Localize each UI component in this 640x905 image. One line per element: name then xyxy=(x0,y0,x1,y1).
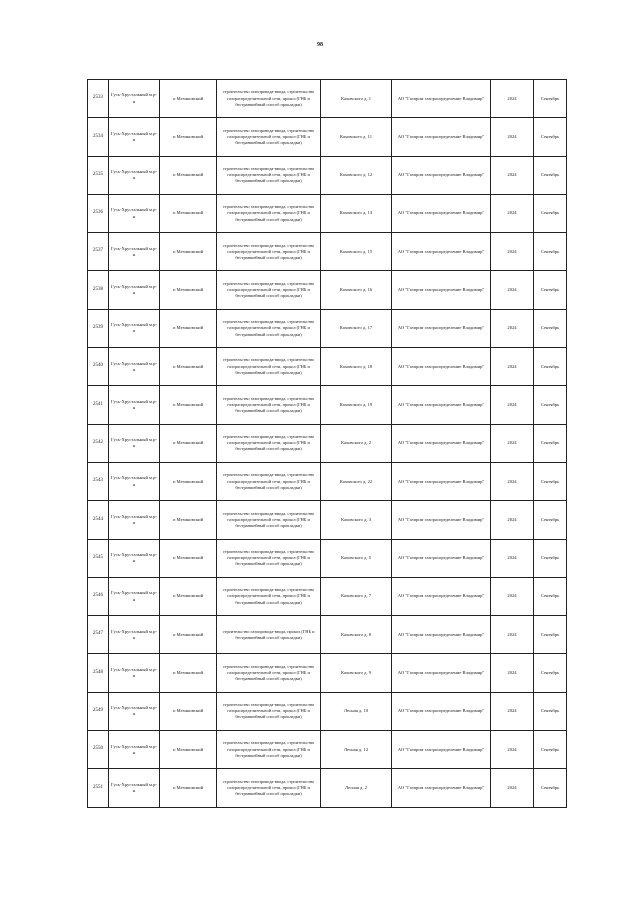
year-cell: 2024 xyxy=(491,233,534,271)
table-row xyxy=(88,769,567,807)
row-number: 2538 xyxy=(88,271,109,309)
row-number: 2539 xyxy=(88,309,109,347)
table-row xyxy=(88,501,567,539)
table-row xyxy=(88,539,567,577)
address-cell: Каховского д. 22 xyxy=(321,462,392,500)
address-cell: Каховского д. 15 xyxy=(321,233,392,271)
district-cell: Гусь-Хрустальный м.р-н xyxy=(109,654,160,692)
settlement-cell: п Мезиновский xyxy=(160,386,217,424)
table-row xyxy=(88,271,567,309)
year-cell: 2024 xyxy=(491,80,534,118)
organization-cell: АО "Газпром газораспределение Владимир" xyxy=(392,348,491,386)
month-cell: Сентябрь xyxy=(534,348,567,386)
year-cell: 2024 xyxy=(491,501,534,539)
row-number: 2540 xyxy=(88,348,109,386)
month-cell: Сентябрь xyxy=(534,271,567,309)
settlement-cell: п Мезиновский xyxy=(160,156,217,194)
address-cell: Каховского д. 9 xyxy=(321,654,392,692)
settlement-cell: п Мезиновский xyxy=(160,731,217,769)
month-cell: Сентябрь xyxy=(534,424,567,462)
settlement-cell: п Мезиновский xyxy=(160,424,217,462)
district-cell: Гусь-Хрустальный м.р-н xyxy=(109,309,160,347)
table-body xyxy=(88,80,567,808)
work-type-cell: строительство газопровода-ввода, строительство газораспределительной сети, прокол (ГНБ и бестраншейный способ прокладки) xyxy=(217,309,321,347)
gasification-table xyxy=(87,79,567,808)
table-row xyxy=(88,309,567,347)
year-cell: 2024 xyxy=(491,577,534,615)
settlement-cell: п Мезиновский xyxy=(160,271,217,309)
district-cell: Гусь-Хрустальный м.р-н xyxy=(109,271,160,309)
district-cell: Гусь-Хрустальный м.р-н xyxy=(109,348,160,386)
organization-cell: АО "Газпром газораспределение Владимир" xyxy=(392,462,491,500)
work-type-cell: строительство газопровода-ввода, строительство газораспределительной сети, прокол (ГНБ и бестраншейный способ прокладки) xyxy=(217,118,321,156)
organization-cell: АО "Газпром газораспределение Владимир" xyxy=(392,386,491,424)
district-cell: Гусь-Хрустальный м.р-н xyxy=(109,692,160,730)
address-cell: Каховского д. 5 xyxy=(321,539,392,577)
row-number: 2548 xyxy=(88,654,109,692)
address-cell: Каховского д. 16 xyxy=(321,271,392,309)
page-number: 98 xyxy=(317,42,323,48)
table-row xyxy=(88,80,567,118)
settlement-cell: п Мезиновский xyxy=(160,501,217,539)
district-cell: Гусь-Хрустальный м.р-н xyxy=(109,156,160,194)
work-type-cell: строительство газопровода-ввода, строительство газораспределительной сети, прокол (ГНБ и бестраншейный способ прокладки) xyxy=(217,386,321,424)
row-number: 2537 xyxy=(88,233,109,271)
district-cell: Гусь-Хрустальный м.р-н xyxy=(109,386,160,424)
settlement-cell: п Мезиновский xyxy=(160,348,217,386)
organization-cell: АО "Газпром газораспределение Владимир" xyxy=(392,309,491,347)
year-cell: 2024 xyxy=(491,271,534,309)
month-cell: Сентябрь xyxy=(534,501,567,539)
row-number: 2543 xyxy=(88,462,109,500)
year-cell: 2024 xyxy=(491,462,534,500)
month-cell: Сентябрь xyxy=(534,386,567,424)
table-row xyxy=(88,462,567,500)
work-type-cell: строительство газопровода-ввода, строительство газораспределительной сети, прокол (ГНБ и бестраншейный способ прокладки) xyxy=(217,194,321,232)
work-type-cell: строительство газопровода-ввода, строительство газораспределительной сети, прокол (ГНБ и бестраншейный способ прокладки) xyxy=(217,769,321,807)
district-cell: Гусь-Хрустальный м.р-н xyxy=(109,424,160,462)
settlement-cell: п Мезиновский xyxy=(160,80,217,118)
table-row xyxy=(88,654,567,692)
settlement-cell: п Мезиновский xyxy=(160,233,217,271)
row-number: 2536 xyxy=(88,194,109,232)
work-type-cell: строительство газопровода-ввода, строительство газораспределительной сети, прокол (ГНБ и бестраншейный способ прокладки) xyxy=(217,271,321,309)
work-type-cell: строительство газопровода-ввода, строительство газораспределительной сети, прокол (ГНБ и бестраншейный способ прокладки) xyxy=(217,80,321,118)
month-cell: Сентябрь xyxy=(534,692,567,730)
organization-cell: АО "Газпром газораспределение Владимир" xyxy=(392,769,491,807)
address-cell: Каховского д. 11 xyxy=(321,118,392,156)
month-cell: Сентябрь xyxy=(534,616,567,654)
row-number: 2549 xyxy=(88,692,109,730)
year-cell: 2024 xyxy=(491,156,534,194)
district-cell: Гусь-Хрустальный м.р-н xyxy=(109,194,160,232)
organization-cell: АО "Газпром газораспределение Владимир" xyxy=(392,80,491,118)
table-row xyxy=(88,233,567,271)
table-row xyxy=(88,118,567,156)
row-number: 2542 xyxy=(88,424,109,462)
address-cell: Каховского д. 2 xyxy=(321,424,392,462)
organization-cell: АО "Газпром газораспределение Владимир" xyxy=(392,577,491,615)
work-type-cell: строительство газопровода-ввода, строительство газораспределительной сети, прокол (ГНБ и бестраншейный способ прокладки) xyxy=(217,424,321,462)
row-number: 2546 xyxy=(88,577,109,615)
row-number: 2551 xyxy=(88,769,109,807)
work-type-cell: строительство газопровода-ввода, строительство газораспределительной сети, прокол (ГНБ и бестраншейный способ прокладки) xyxy=(217,731,321,769)
month-cell: Сентябрь xyxy=(534,118,567,156)
address-cell: Каховского д. 13 xyxy=(321,194,392,232)
organization-cell: АО "Газпром газораспределение Владимир" xyxy=(392,616,491,654)
organization-cell: АО "Газпром газораспределение Владимир" xyxy=(392,156,491,194)
work-type-cell: строительство газопровода-ввода, строительство газораспределительной сети, прокол (ГНБ и бестраншейный способ прокладки) xyxy=(217,156,321,194)
table-row xyxy=(88,156,567,194)
district-cell: Гусь-Хрустальный м.р-н xyxy=(109,233,160,271)
year-cell: 2024 xyxy=(491,309,534,347)
address-cell: Каховского д. 19 xyxy=(321,386,392,424)
organization-cell: АО "Газпром газораспределение Владимир" xyxy=(392,654,491,692)
table-row xyxy=(88,194,567,232)
table-row xyxy=(88,424,567,462)
row-number: 2544 xyxy=(88,501,109,539)
organization-cell: АО "Газпром газораспределение Владимир" xyxy=(392,424,491,462)
year-cell: 2024 xyxy=(491,692,534,730)
table-row xyxy=(88,577,567,615)
year-cell: 2024 xyxy=(491,616,534,654)
month-cell: Сентябрь xyxy=(534,194,567,232)
table-row xyxy=(88,348,567,386)
month-cell: Сентябрь xyxy=(534,462,567,500)
month-cell: Сентябрь xyxy=(534,654,567,692)
month-cell: Сентябрь xyxy=(534,539,567,577)
address-cell: Каховского д. 1 xyxy=(321,80,392,118)
settlement-cell: п Мезиновский xyxy=(160,539,217,577)
year-cell: 2024 xyxy=(491,539,534,577)
month-cell: Сентябрь xyxy=(534,80,567,118)
year-cell: 2024 xyxy=(491,731,534,769)
month-cell: Сентябрь xyxy=(534,731,567,769)
address-cell: Каховского д. 18 xyxy=(321,348,392,386)
organization-cell: АО "Газпром газораспределение Владимир" xyxy=(392,731,491,769)
row-number: 2533 xyxy=(88,80,109,118)
settlement-cell: п Мезиновский xyxy=(160,194,217,232)
row-number: 2535 xyxy=(88,156,109,194)
work-type-cell: строительство газопровода-ввода, строительство газораспределительной сети, прокол (ГНБ и бестраншейный способ прокладки) xyxy=(217,462,321,500)
work-type-cell: строительство газопровода-ввода, строительство газораспределительной сети, прокол (ГНБ и бестраншейный способ прокладки) xyxy=(217,233,321,271)
settlement-cell: п Мезиновский xyxy=(160,577,217,615)
district-cell: Гусь-Хрустальный м.р-н xyxy=(109,616,160,654)
address-cell: Каховского д. 17 xyxy=(321,309,392,347)
year-cell: 2024 xyxy=(491,654,534,692)
table-row xyxy=(88,386,567,424)
address-cell: Каховского д. 12 xyxy=(321,156,392,194)
row-number: 2547 xyxy=(88,616,109,654)
row-number: 2541 xyxy=(88,386,109,424)
year-cell: 2024 xyxy=(491,348,534,386)
work-type-cell: строительство газопровода-ввода, строительство газораспределительной сети, прокол (ГНБ и бестраншейный способ прокладки) xyxy=(217,501,321,539)
row-number: 2550 xyxy=(88,731,109,769)
district-cell: Гусь-Хрустальный м.р-н xyxy=(109,539,160,577)
work-type-cell: строительство газопровода-ввода, строительство газораспределительной сети, прокол (ГНБ и бестраншейный способ прокладки) xyxy=(217,692,321,730)
district-cell: Гусь-Хрустальный м.р-н xyxy=(109,769,160,807)
organization-cell: АО "Газпром газораспределение Владимир" xyxy=(392,194,491,232)
address-cell: Лесная д. 12 xyxy=(321,731,392,769)
row-number: 2545 xyxy=(88,539,109,577)
settlement-cell: п Мезиновский xyxy=(160,692,217,730)
table-row xyxy=(88,616,567,654)
work-type-cell: строительство газопровода-ввода, строительство газораспределительной сети, прокол (ГНБ и бестраншейный способ прокладки) xyxy=(217,577,321,615)
work-type-cell: строительство газопровода-ввода, строительство газораспределительной сети, прокол (ГНБ и бестраншейный способ прокладки) xyxy=(217,654,321,692)
table-row xyxy=(88,731,567,769)
settlement-cell: п Мезиновский xyxy=(160,462,217,500)
organization-cell: АО "Газпром газораспределение Владимир" xyxy=(392,539,491,577)
month-cell: Сентябрь xyxy=(534,577,567,615)
row-number: 2534 xyxy=(88,118,109,156)
settlement-cell: п Мезиновский xyxy=(160,118,217,156)
district-cell: Гусь-Хрустальный м.р-н xyxy=(109,577,160,615)
year-cell: 2024 xyxy=(491,769,534,807)
organization-cell: АО "Газпром газораспределение Владимир" xyxy=(392,501,491,539)
district-cell: Гусь-Хрустальный м.р-н xyxy=(109,501,160,539)
work-type-cell: строительство газопровода-ввода, строительство газораспределительной сети, прокол (ГНБ и бестраншейный способ прокладки) xyxy=(217,348,321,386)
settlement-cell: п Мезиновский xyxy=(160,769,217,807)
table-row xyxy=(88,692,567,730)
settlement-cell: п Мезиновский xyxy=(160,616,217,654)
organization-cell: АО "Газпром газораспределение Владимир" xyxy=(392,692,491,730)
district-cell: Гусь-Хрустальный м.р-н xyxy=(109,731,160,769)
organization-cell: АО "Газпром газораспределение Владимир" xyxy=(392,118,491,156)
address-cell: Каховского д. 7 xyxy=(321,577,392,615)
address-cell: Каховского д. 3 xyxy=(321,501,392,539)
month-cell: Сентябрь xyxy=(534,233,567,271)
month-cell: Сентябрь xyxy=(534,769,567,807)
work-type-cell: строительство газопровода-ввода, строительство газораспределительной сети, прокол (ГНБ и бестраншейный способ прокладки) xyxy=(217,539,321,577)
district-cell: Гусь-Хрустальный м.р-н xyxy=(109,80,160,118)
address-cell: Лесная д. 2 xyxy=(321,769,392,807)
settlement-cell: п Мезиновский xyxy=(160,309,217,347)
address-cell: Каховского д. 8 xyxy=(321,616,392,654)
address-cell: Лесная д. 10 xyxy=(321,692,392,730)
year-cell: 2024 xyxy=(491,424,534,462)
organization-cell: АО "Газпром газораспределение Владимир" xyxy=(392,233,491,271)
work-type-cell: строительство газопровода-ввода, прокол (ГНБ и бестраншейный способ прокладки) xyxy=(217,616,321,654)
year-cell: 2024 xyxy=(491,386,534,424)
year-cell: 2024 xyxy=(491,194,534,232)
year-cell: 2024 xyxy=(491,118,534,156)
month-cell: Сентябрь xyxy=(534,156,567,194)
organization-cell: АО "Газпром газораспределение Владимир" xyxy=(392,271,491,309)
settlement-cell: п Мезиновский xyxy=(160,654,217,692)
district-cell: Гусь-Хрустальный м.р-н xyxy=(109,118,160,156)
district-cell: Гусь-Хрустальный м.р-н xyxy=(109,462,160,500)
month-cell: Сентябрь xyxy=(534,309,567,347)
